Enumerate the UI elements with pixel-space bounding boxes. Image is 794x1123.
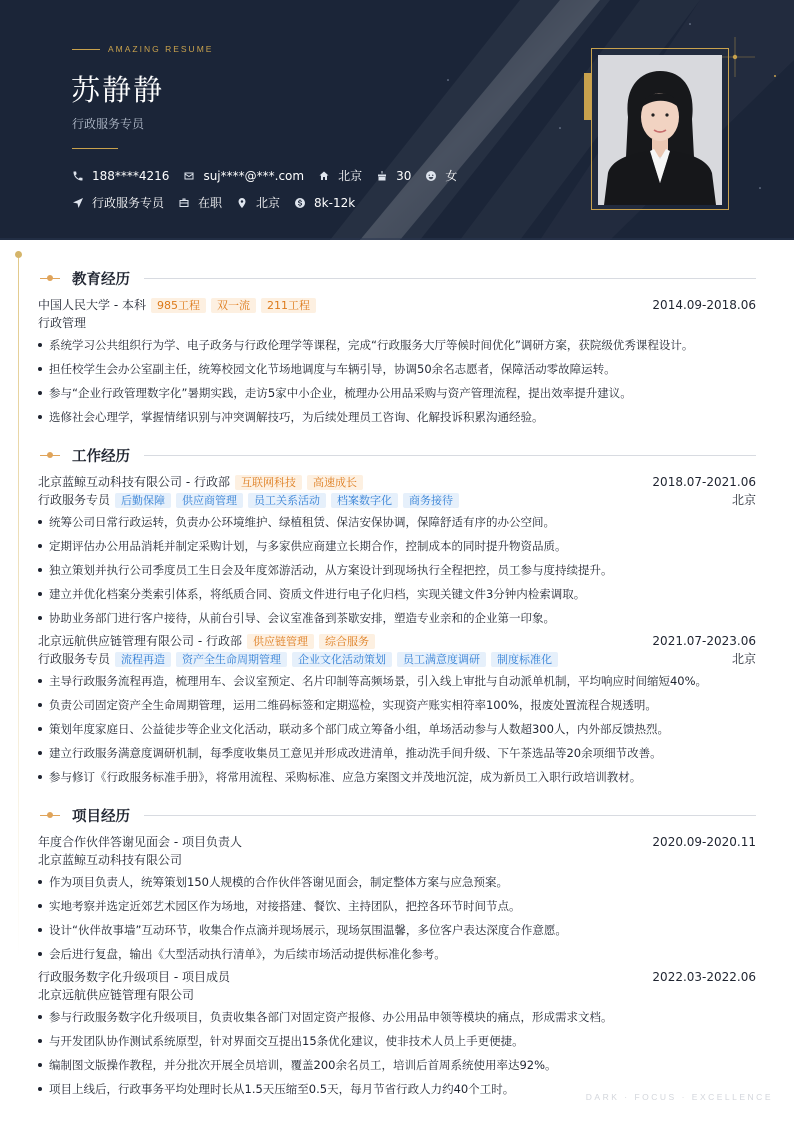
contact-status	[178, 194, 222, 211]
phone-icon	[72, 170, 84, 182]
city-text: 北京	[338, 169, 363, 183]
entry-sub-row	[38, 986, 756, 1004]
company-dept: 北京蓝鲸互动科技有限公司 - 行政部	[38, 475, 230, 489]
title-divider	[72, 148, 118, 149]
gender-text: 女	[445, 169, 458, 183]
list-item: 与开发团队协作测试系统原型，针对界面交互提出15条优化建议，使非技术人员上手更便捷。	[38, 1029, 756, 1053]
project-entry	[38, 968, 756, 1101]
entry-sub-row	[38, 650, 756, 668]
bullet-list	[38, 333, 756, 429]
list-item: 作为项目负责人，统筹策划150人规模的合作伙伴答谢见面会，制定整体方案与应急预案。	[38, 870, 756, 894]
education-entry	[38, 296, 756, 429]
age-text: 30	[396, 168, 412, 183]
bullet-list	[38, 1005, 756, 1101]
skill-tag: 员工关系活动	[248, 493, 326, 508]
list-item: 设计“伙伴故事墙”互动环节，收集合作点滴并现场展示，现场氛围温馨，多位客户表达深度合作意愿。	[38, 918, 756, 942]
tag: 互联网科技	[235, 475, 302, 490]
work-entry	[38, 632, 756, 789]
projects-section	[38, 799, 756, 1101]
bullet-list	[38, 510, 756, 630]
contact-email	[183, 169, 304, 183]
contact-target-role	[72, 194, 164, 211]
contact-gender	[425, 167, 457, 184]
job-title: 行政服务专员	[38, 652, 111, 666]
salary-text: 8k-12k	[314, 195, 356, 210]
entry-head-row	[38, 632, 756, 650]
list-item: 主导行政服务流程再造，梳理用车、会议室预定、名片印制等高频场景，引入线上审批与自动派单机制，平均响应时间缩短40%。	[38, 669, 756, 693]
list-item: 定期评估办公用品消耗并制定采购计划，与多家供应商建立长期合作，控制成本的同时提升物资品质。	[38, 534, 756, 558]
section-marker-icon	[40, 810, 60, 820]
date-range: 2020.09-2020.11	[652, 835, 756, 849]
face-icon	[425, 170, 437, 182]
location-pin-icon	[236, 197, 248, 209]
tagline-text: AMAZING RESUME	[108, 44, 214, 54]
footer-watermark: DARK · FOCUS · EXCELLENCE	[585, 1092, 773, 1102]
list-item: 系统学习公共组织行为学、电子政务与行政伦理学等课程，完成“行政服务大厅等候时间优化”调研方案，获院级优秀课程设计。	[38, 333, 756, 357]
list-item: 建立并优化档案分类索引体系，将纸质合同、资质文件进行电子化归档，实现关键文件3分钟内检索调取。	[38, 582, 756, 606]
tag: 综合服务	[319, 634, 375, 649]
resume-header	[0, 0, 794, 240]
list-item: 项目上线后，行政事务平均处理时长从1.5天压缩至0.5天，每月节省行政人力约40个工时。	[38, 1077, 756, 1101]
home-icon	[318, 170, 330, 182]
skill-tag: 后勤保障	[115, 493, 171, 508]
phone-text: 188****4216	[92, 168, 170, 183]
list-item: 参与修订《行政服务标准手册》，将常用流程、采购标准、应急方案图文并茂地沉淀，成为新员工入职行政培训教材。	[38, 765, 756, 789]
entry-head-row	[38, 473, 756, 491]
timeline-line	[18, 258, 19, 958]
section-title: 教育经历	[72, 271, 130, 288]
tag: 985工程	[151, 298, 206, 313]
entry-sub-row	[38, 851, 756, 869]
list-item: 负责公司固定资产全生命周期管理，运用二维码标签和定期巡检，实现资产账实相符率100%，报废处置流程合规透明。	[38, 693, 756, 717]
contact-salary	[294, 196, 355, 210]
skill-tag: 资产全生命周期管理	[176, 652, 287, 667]
send-icon	[72, 197, 84, 209]
section-title: 工作经历	[72, 448, 130, 465]
list-item: 会后进行复盘，输出《大型活动执行清单》，为后续市场活动提供标准化参考。	[38, 942, 756, 966]
money-icon	[294, 197, 306, 209]
list-item: 担任校学生会办公室副主任，统筹校园文化节场地调度与车辆引导，协调50余名志愿者，保障活动零故障运转。	[38, 357, 756, 381]
section-header	[38, 439, 756, 471]
date-range: 2014.09-2018.06	[652, 298, 756, 312]
list-item: 编制图文版操作教程，并分批次开展全员培训，覆盖200余名员工，培训后首周系统使用率达92%。	[38, 1053, 756, 1077]
work-location: 北京	[731, 652, 756, 666]
contact-phone	[72, 169, 169, 183]
skill-tag: 制度标准化	[491, 652, 558, 667]
school-degree: 中国人民大学 - 本科	[38, 298, 146, 312]
skill-tag: 流程再造	[115, 652, 171, 667]
contact-row-1	[72, 167, 471, 184]
skill-tag: 供应商管理	[176, 493, 243, 508]
timeline-dot	[15, 251, 22, 258]
section-header	[38, 262, 756, 294]
resume-body	[38, 262, 756, 1111]
list-item: 协助业务部门进行客户接待，从前台引导、会议室准备到茶歇安排，塑造专业亲和的企业第一印象。	[38, 606, 756, 630]
bullet-list	[38, 870, 756, 966]
entry-head-row	[38, 968, 756, 986]
project-company: 北京远航供应链管理有限公司	[38, 988, 195, 1002]
skill-tag: 员工满意度调研	[397, 652, 486, 667]
job-title: 行政服务专员	[38, 493, 111, 507]
work-entry	[38, 473, 756, 630]
section-divider	[144, 455, 756, 456]
tagline-rule	[72, 49, 100, 50]
section-divider	[144, 815, 756, 816]
candidate-title: 行政服务专员	[72, 117, 145, 131]
tag: 211工程	[261, 298, 316, 313]
section-title: 项目经历	[72, 808, 130, 825]
company-dept: 北京远航供应链管理有限公司 - 行政部	[38, 634, 242, 648]
entry-sub-row	[38, 491, 756, 509]
avatar	[598, 55, 722, 205]
tagline	[72, 44, 213, 54]
bullet-list	[38, 669, 756, 789]
work-location: 北京	[731, 493, 756, 507]
skill-tag: 档案数字化	[331, 493, 398, 508]
contact-age	[376, 169, 411, 183]
list-item: 参与“企业行政管理数字化”暑期实践，走访5家中小企业，梳理办公用品采购与资产管理流程，提出效率提升建议。	[38, 381, 756, 405]
project-name-role: 年度合作伙伴答谢见面会 - 项目负责人	[38, 835, 242, 849]
tag: 双一流	[211, 298, 256, 313]
cake-icon	[376, 170, 388, 182]
date-range: 2022.03-2022.06	[652, 970, 756, 984]
list-item: 建立行政服务满意度调研机制，每季度收集员工意见并形成改进清单，推动洗手间升级、下午茶选品等20余项细节改善。	[38, 741, 756, 765]
contact-city	[318, 167, 362, 184]
education-section	[38, 262, 756, 429]
project-name-role: 行政服务数字化升级项目 - 项目成员	[38, 970, 230, 984]
photo-accent-tab	[584, 73, 591, 120]
section-marker-icon	[40, 273, 60, 283]
list-item: 选修社会心理学，掌握情绪识别与冲突调解技巧，为后续处理员工咨询、化解投诉积累沟通经验。	[38, 405, 756, 429]
email-text: suj****@***.com	[203, 168, 305, 183]
portrait-illustration	[598, 55, 722, 205]
list-item: 参与行政服务数字化升级项目，负责收集各部门对固定资产报修、办公用品申领等模块的痛点，形成需求文档。	[38, 1005, 756, 1029]
skill-tag: 商务接待	[403, 493, 459, 508]
contact-row-2	[72, 194, 369, 211]
project-company: 北京蓝鲸互动科技有限公司	[38, 853, 183, 867]
section-divider	[144, 278, 756, 279]
major: 行政管理	[38, 316, 87, 330]
target-city-text: 北京	[256, 196, 281, 210]
entry-head-row	[38, 833, 756, 851]
candidate-name: 苏静静	[71, 73, 165, 107]
mail-icon	[183, 170, 195, 182]
list-item: 独立策划并执行公司季度员工生日会及年度郊游活动，从方案设计到现场执行全程把控，员工参与度持续提升。	[38, 558, 756, 582]
entry-sub-row	[38, 314, 756, 332]
section-header	[38, 799, 756, 831]
list-item: 统筹公司日常行政运转，负责办公环境维护、绿植租赁、保洁安保协调，保障舒适有序的办公空间。	[38, 510, 756, 534]
briefcase-icon	[178, 197, 190, 209]
status-text: 在职	[198, 196, 223, 210]
entry-head-row	[38, 296, 756, 314]
list-item: 策划年度家庭日、公益徒步等企业文化活动，联动多个部门成立筹备小组，单场活动参与人数超300人，内外部反馈热烈。	[38, 717, 756, 741]
section-marker-icon	[40, 450, 60, 460]
tag: 供应链管理	[247, 634, 314, 649]
date-range: 2018.07-2021.06	[652, 475, 756, 489]
tag: 高速成长	[307, 475, 363, 490]
contact-target-city	[236, 194, 280, 211]
target-role-text: 行政服务专员	[92, 196, 165, 210]
project-entry	[38, 833, 756, 966]
skill-tag: 企业文化活动策划	[292, 652, 392, 667]
list-item: 实地考察并选定近郊艺术园区作为场地，对接搭建、餐饮、主持团队，把控各环节时间节点。	[38, 894, 756, 918]
date-range: 2021.07-2023.06	[652, 634, 756, 648]
work-section	[38, 439, 756, 789]
